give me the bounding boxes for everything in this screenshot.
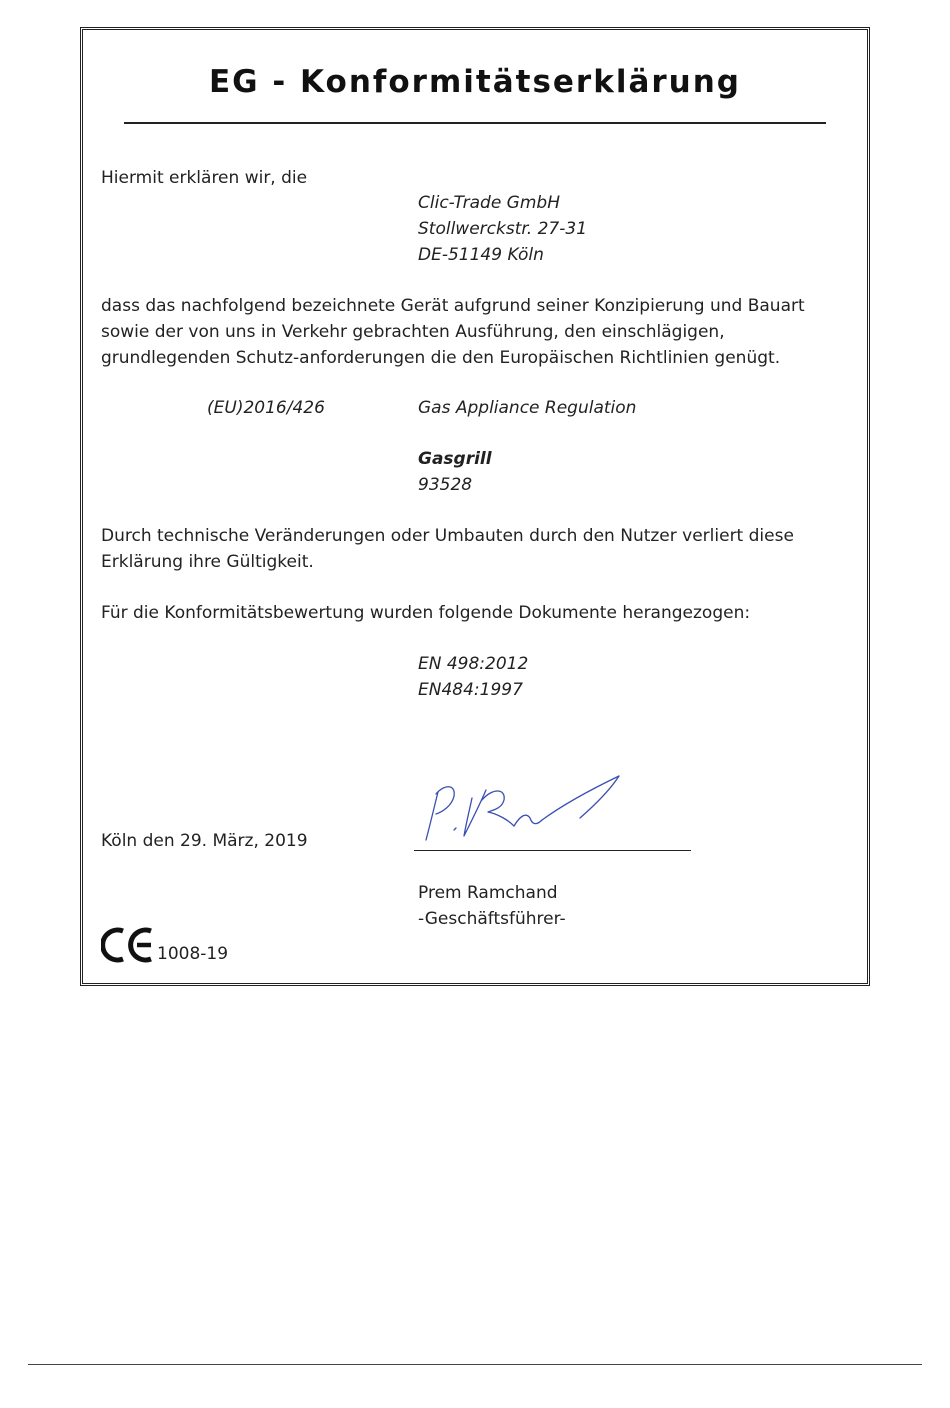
signature-stroke — [580, 776, 619, 818]
intro-text: Hiermit erklären wir, die — [101, 168, 308, 188]
signature-stroke — [482, 791, 514, 826]
signature-stroke — [426, 792, 438, 840]
documents-intro: Für die Konformitätsbewertung wurden folgende Dokumente herangezogen: — [101, 603, 751, 623]
regulation-name: Gas Appliance Regulation — [418, 398, 637, 418]
ce-number: 1008-19 — [157, 944, 229, 964]
signatory-name: Prem Ramchand — [418, 883, 558, 903]
standard-item: EN484:1997 — [418, 680, 523, 700]
signature-stroke — [514, 815, 542, 826]
company-street: Stollwerckstr. 27-31 — [418, 219, 588, 239]
signature-image — [414, 770, 644, 850]
regulation-code: (EU)2016/426 — [207, 398, 325, 418]
validity-paragraph: Durch technische Veränderungen oder Umbauten durch den Nutzer verliert diese Erklärung ihre Gültigkeit. — [101, 526, 794, 572]
statement-paragraph: dass das nachfolgend bezeichnete Gerät aufgrund seiner Konzipierung und Bauart sowie der von uns in Verkehr gebrachten Ausführung, den einschlägigen, grundlegenden Schutz-anforderungen die den Europäischen Richtlinien genügt. — [101, 296, 805, 368]
product-number: 93528 — [418, 475, 473, 495]
signature-stroke — [542, 776, 619, 820]
signature-line — [414, 850, 691, 851]
document-title: EG - Konformitätserklärung — [208, 64, 741, 100]
standard-item: EN 498:2012 — [418, 654, 529, 674]
signature-stroke — [454, 828, 456, 830]
place-date: Köln den 29. März, 2019 — [101, 831, 308, 851]
footer-divider — [28, 1364, 922, 1365]
company-city: DE-51149 Köln — [418, 245, 544, 265]
company-name: Clic-Trade GmbH — [418, 193, 560, 213]
signature-stroke — [436, 787, 454, 814]
ce-mark-icon — [101, 925, 157, 965]
signature-stroke — [464, 790, 486, 836]
title-divider — [124, 122, 826, 124]
signatory-role: -Geschäftsführer- — [418, 909, 566, 929]
product-name: Gasgrill — [418, 449, 492, 469]
